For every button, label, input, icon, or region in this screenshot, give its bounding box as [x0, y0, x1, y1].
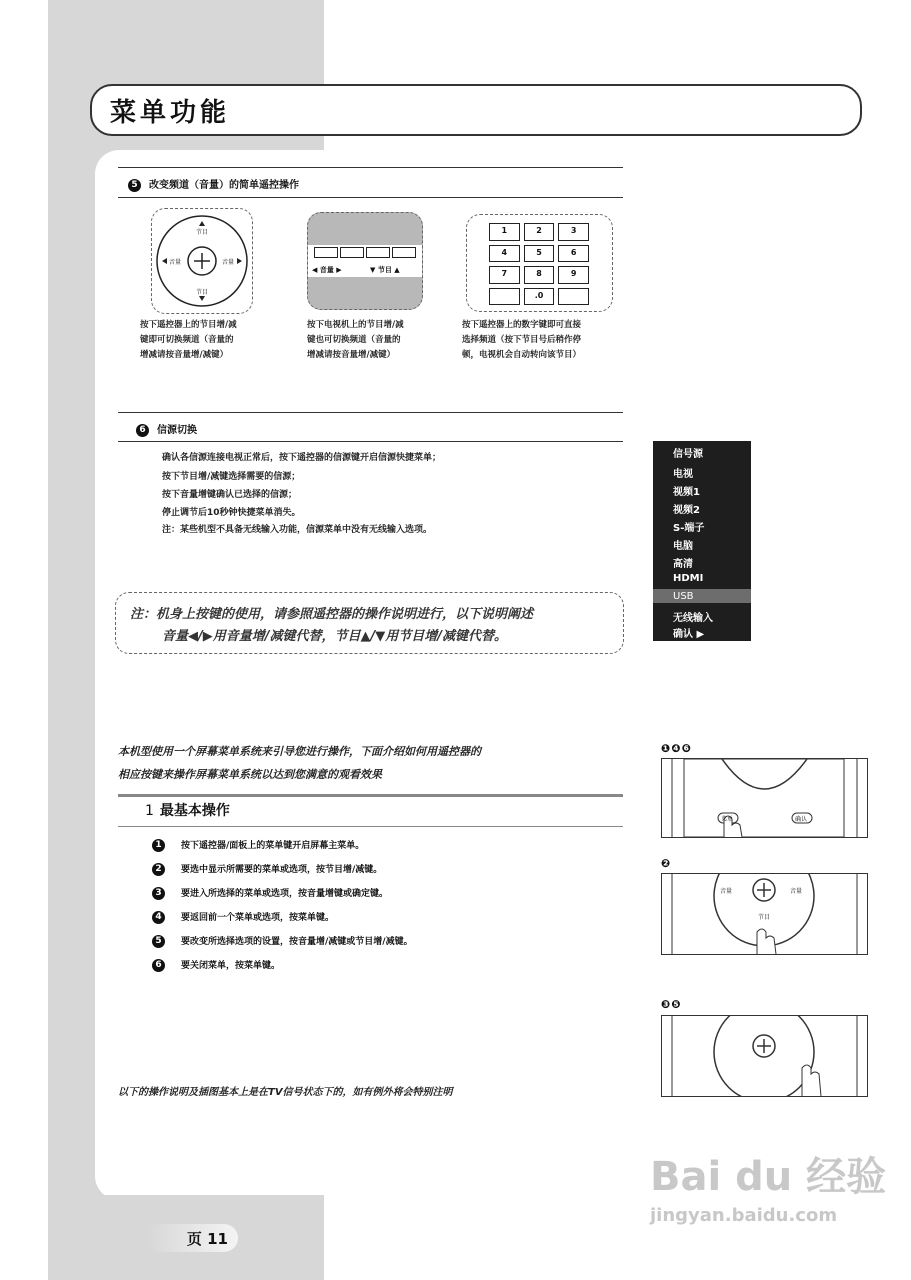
step-number-badge: 2 — [152, 863, 165, 876]
menu-item: 电脑 — [673, 541, 693, 552]
caption-2: 按下电视机上的节目增/减 键也可切换频道（音量的 增减请按音量增/减键） — [307, 320, 404, 360]
section5-heading-text: 改变频道（音量）的简单遥控操作 — [149, 180, 299, 191]
tv-button — [366, 247, 390, 258]
step-number-badge: 3 — [152, 887, 165, 900]
step-text: 要返回前一个菜单或选项，按菜单键。 — [181, 913, 335, 923]
remote-photo-right-illustration — [662, 1016, 867, 1096]
caption-1: 按下遥控器上的节目增/减 键即可切换频道（音量的 增减请按音量增/减键） — [140, 320, 237, 360]
menu-item: 视频2 — [673, 505, 700, 516]
dpad-right-label: 音量 — [222, 259, 235, 266]
tv-panel-figure — [307, 212, 423, 310]
keypad-key: 5 — [524, 245, 555, 263]
intro-line-2: 相应按键来操作屏幕菜单系统以达到您满意的观看效果 — [118, 768, 382, 781]
note-box — [115, 592, 624, 654]
keypad-key: 1 — [489, 223, 520, 241]
keypad-key: 3 — [558, 223, 589, 241]
photo-group1-label: ❶❹❻ — [661, 742, 692, 755]
menu-highlight — [653, 589, 751, 603]
step-number-badge: 5 — [152, 935, 165, 948]
section6-line-1: 确认各信源连接电视正常后，按下遥控器的信源键开启信源快捷菜单； — [162, 453, 442, 463]
btn-menu-label: 菜单 — [721, 816, 734, 823]
footer-note: 以下的操作说明及插图基本上是在TV信号状态下的，如有例外将会特别注明 — [118, 1087, 453, 1098]
keypad-key: 7 — [489, 266, 520, 284]
tv-volume-label: ◀ 音量 ▶ — [312, 266, 342, 274]
keypad-key — [489, 288, 520, 306]
section6-heading-text: 信源切换 — [157, 425, 197, 436]
number-keypad-figure — [466, 214, 613, 312]
page-number-pill — [146, 1224, 238, 1252]
menu-item: HDMI — [673, 573, 704, 584]
note-line-1: 注：机身上按键的使用，请参照遥控器的操作说明进行，以下说明阐述 — [130, 607, 534, 622]
step-number-badge: 4 — [152, 911, 165, 924]
menu-item: 视频1 — [673, 487, 700, 498]
title-banner — [90, 84, 862, 136]
section5-number-badge: 5 — [128, 179, 141, 192]
keypad-key: 4 — [489, 245, 520, 263]
dpad-illustration — [152, 209, 252, 313]
remote-photo-menu — [661, 758, 868, 838]
menu-item: USB — [673, 591, 694, 602]
intro-line-1: 本机型使用一个屏幕菜单系统来引导您进行操作，下面介绍如何用遥控器的 — [118, 745, 481, 758]
step-item — [152, 934, 413, 948]
basic-section-number: 1 — [145, 803, 154, 819]
step-text: 按下遥控器/面板上的菜单键开启屏幕主菜单。 — [181, 841, 365, 851]
caption-3: 按下遥控器上的数字键即可直接 选择频道（按下节目号后稍作停 顿，电视机会自动转向该节目） — [462, 320, 582, 360]
remote-photo-down — [661, 873, 868, 955]
tv-program-label: ▼ 节目 ▲ — [370, 266, 400, 274]
remote-photo-menu-illustration — [662, 759, 867, 837]
section5-heading — [128, 176, 299, 192]
step-item — [152, 958, 280, 972]
section6-line-3: 按下音量增键确认已选择的信源； — [162, 490, 298, 500]
step-text: 要进入所选择的菜单或选项，按音量增键或确定键。 — [181, 889, 389, 899]
keypad-key: 9 — [558, 266, 589, 284]
basic-section-rule — [118, 826, 623, 827]
step-number-badge: 6 — [152, 959, 165, 972]
section5-top-rule — [118, 167, 623, 168]
dpad-bottom-label: 节目 — [196, 289, 209, 296]
prog-label: 节目 — [758, 914, 771, 921]
photo-group3-label: ❸❺ — [661, 998, 682, 1011]
page-title: 菜单功能 — [110, 98, 231, 128]
step-text: 要关闭菜单，按菜单键。 — [181, 961, 281, 971]
section6-number-badge: 6 — [136, 424, 149, 437]
step-item — [152, 862, 382, 876]
section6-bottom-rule — [118, 441, 623, 442]
step-item — [152, 910, 334, 924]
baidu-watermark — [650, 1145, 887, 1226]
remote-dpad-figure — [151, 208, 253, 314]
section6-line-5: 注：某些机型不具备无线输入功能，信源菜单中没有无线输入选项。 — [162, 525, 433, 535]
remote-photo-right — [661, 1015, 868, 1097]
basic-section-bar — [118, 794, 623, 797]
keypad-key: 8 — [524, 266, 555, 284]
tv-button — [392, 247, 416, 258]
keypad-key: 6 — [558, 245, 589, 263]
dpad-left-label: 音量 — [169, 259, 182, 266]
keypad-key: 2 — [524, 223, 555, 241]
tv-button — [340, 247, 364, 258]
signal-source-menu — [653, 441, 751, 641]
vol-plus-label: 音量 — [790, 888, 803, 895]
menu-footer: 确认 ▶ — [673, 629, 705, 640]
basic-section-title-text: 最基本操作 — [159, 803, 230, 819]
keypad-grid — [489, 223, 589, 305]
menu-title: 信号源 — [673, 449, 703, 460]
step-item — [152, 886, 388, 900]
section6-line-4: 停止调节后10秒钟快捷菜单消失。 — [162, 508, 301, 518]
step-text: 要选中显示所需要的菜单或选项，按节目增/减键。 — [181, 865, 383, 875]
step-number-badge: 1 — [152, 839, 165, 852]
vol-minus-label: 音量 — [720, 888, 733, 895]
note-line-2: 音量◀/▶用音量增/减键代替，节目▲/▼用节目增/减键代替。 — [162, 629, 507, 644]
step-text: 要改变所选择选项的设置，按音量增/减键或节目增/减键。 — [181, 937, 413, 947]
section6-line-2: 按下节目增/减键选择需要的信源； — [162, 472, 301, 482]
step-item — [152, 838, 364, 852]
menu-item: 高清 — [673, 559, 693, 570]
watermark-brand: Bai du 经验 — [650, 1154, 887, 1200]
basic-section-title — [145, 800, 230, 820]
page-number: 页 11 — [186, 1230, 228, 1248]
menu-item: S-端子 — [673, 523, 705, 534]
section6-top-rule — [118, 412, 623, 413]
photo-group2-label: ❷ — [661, 857, 672, 870]
menu-item: 电视 — [673, 469, 693, 480]
keypad-key — [558, 288, 589, 306]
tv-button — [314, 247, 338, 258]
section5-bottom-rule — [118, 197, 623, 198]
keypad-key: .0 — [524, 288, 555, 306]
menu-item: 无线输入 — [673, 613, 713, 624]
dpad-top-label: 节目 — [196, 229, 209, 236]
btn-confirm-label: 确认 — [795, 816, 808, 823]
watermark-url: jingyan.baidu.com — [650, 1205, 838, 1226]
section6-heading — [136, 421, 197, 437]
